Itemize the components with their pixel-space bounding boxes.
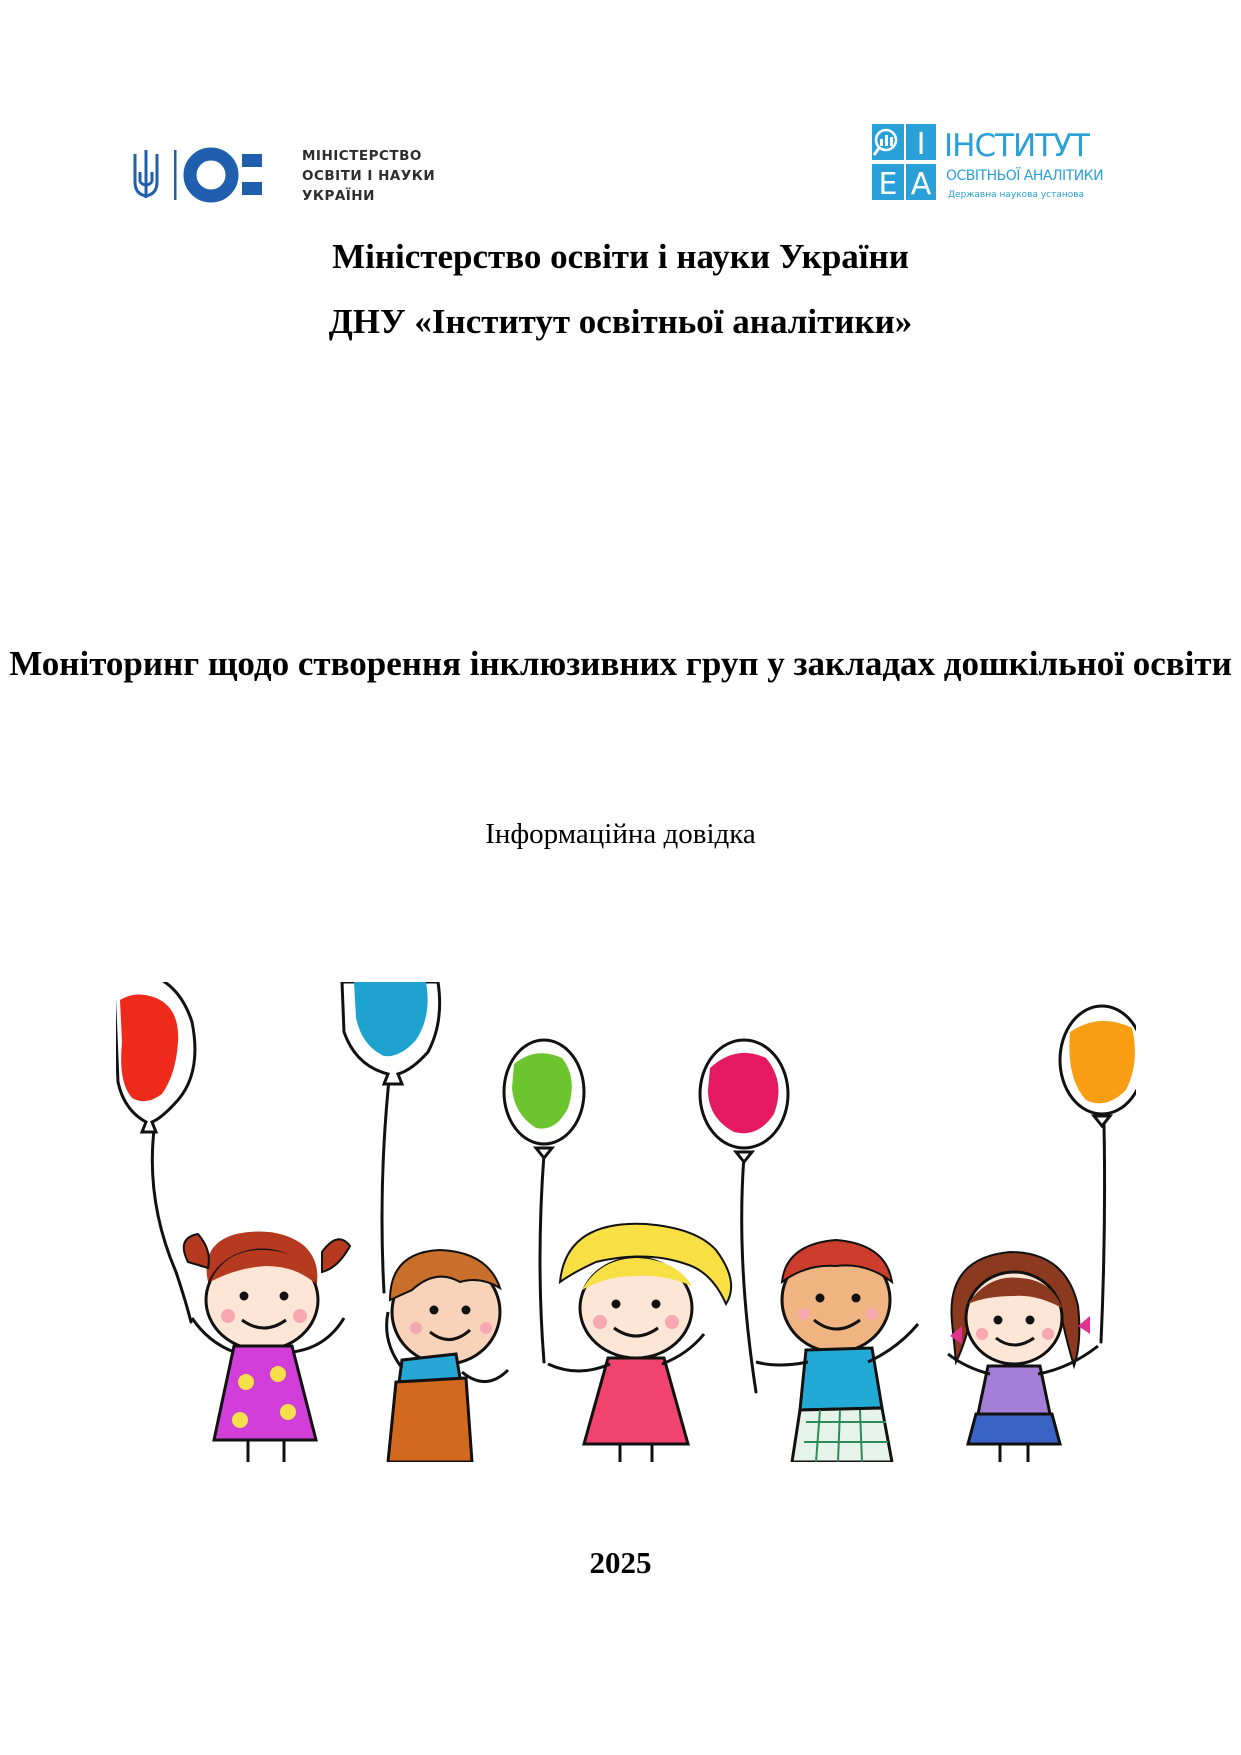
document-subtitle: Інформаційна довідка — [485, 818, 756, 850]
ministry-logo — [130, 142, 450, 212]
institute-logo-blocks — [866, 124, 946, 208]
child-boy-blue-shirt — [756, 1240, 918, 1462]
ioa-letter-i: І — [916, 127, 926, 162]
organization-line1: Міністерство освіти і науки України — [332, 237, 909, 276]
ioa-letter-e: Е — [878, 167, 898, 202]
balloon-pink — [700, 1040, 788, 1162]
balloon-orange — [1060, 1006, 1136, 1126]
child-girl-lilac-dress — [948, 1252, 1098, 1462]
document-title: Моніторинг щодо створення інклюзивних груп у закладах дошкільної освіти — [9, 644, 1232, 683]
institute-logo-sub2: Державна наукова установа — [948, 190, 1085, 200]
child-girl-purple-dress — [184, 1232, 350, 1462]
child-girl-pink-dress — [548, 1224, 731, 1462]
ministry-logo-line3: УКРАЇНИ — [302, 188, 375, 204]
ioa-letter-a: А — [910, 167, 932, 202]
organization-line2: ДНУ «Інститут освітньої аналітики» — [328, 302, 913, 341]
ministry-logo-line2: ОСВІТИ І НАУКИ — [302, 168, 436, 184]
ministry-logo-text — [302, 146, 435, 206]
institute-logo-word: ІНСТИТУТ — [944, 128, 1089, 164]
institute-logo — [866, 124, 1106, 208]
ministry-logo-line1: МІНІСТЕРСТВО — [302, 148, 422, 164]
balloon-green — [504, 1040, 584, 1158]
document-year: 2025 — [589, 1545, 652, 1580]
balloon-red — [116, 982, 195, 1132]
institute-logo-sub: ОСВІТНЬОЇ АНАЛІТИКИ — [946, 168, 1104, 184]
balloon-blue — [342, 982, 440, 1084]
child-boy-orange-overalls — [387, 1250, 508, 1462]
trident-icon — [130, 142, 300, 212]
children-with-balloons-illustration — [116, 982, 1136, 1462]
